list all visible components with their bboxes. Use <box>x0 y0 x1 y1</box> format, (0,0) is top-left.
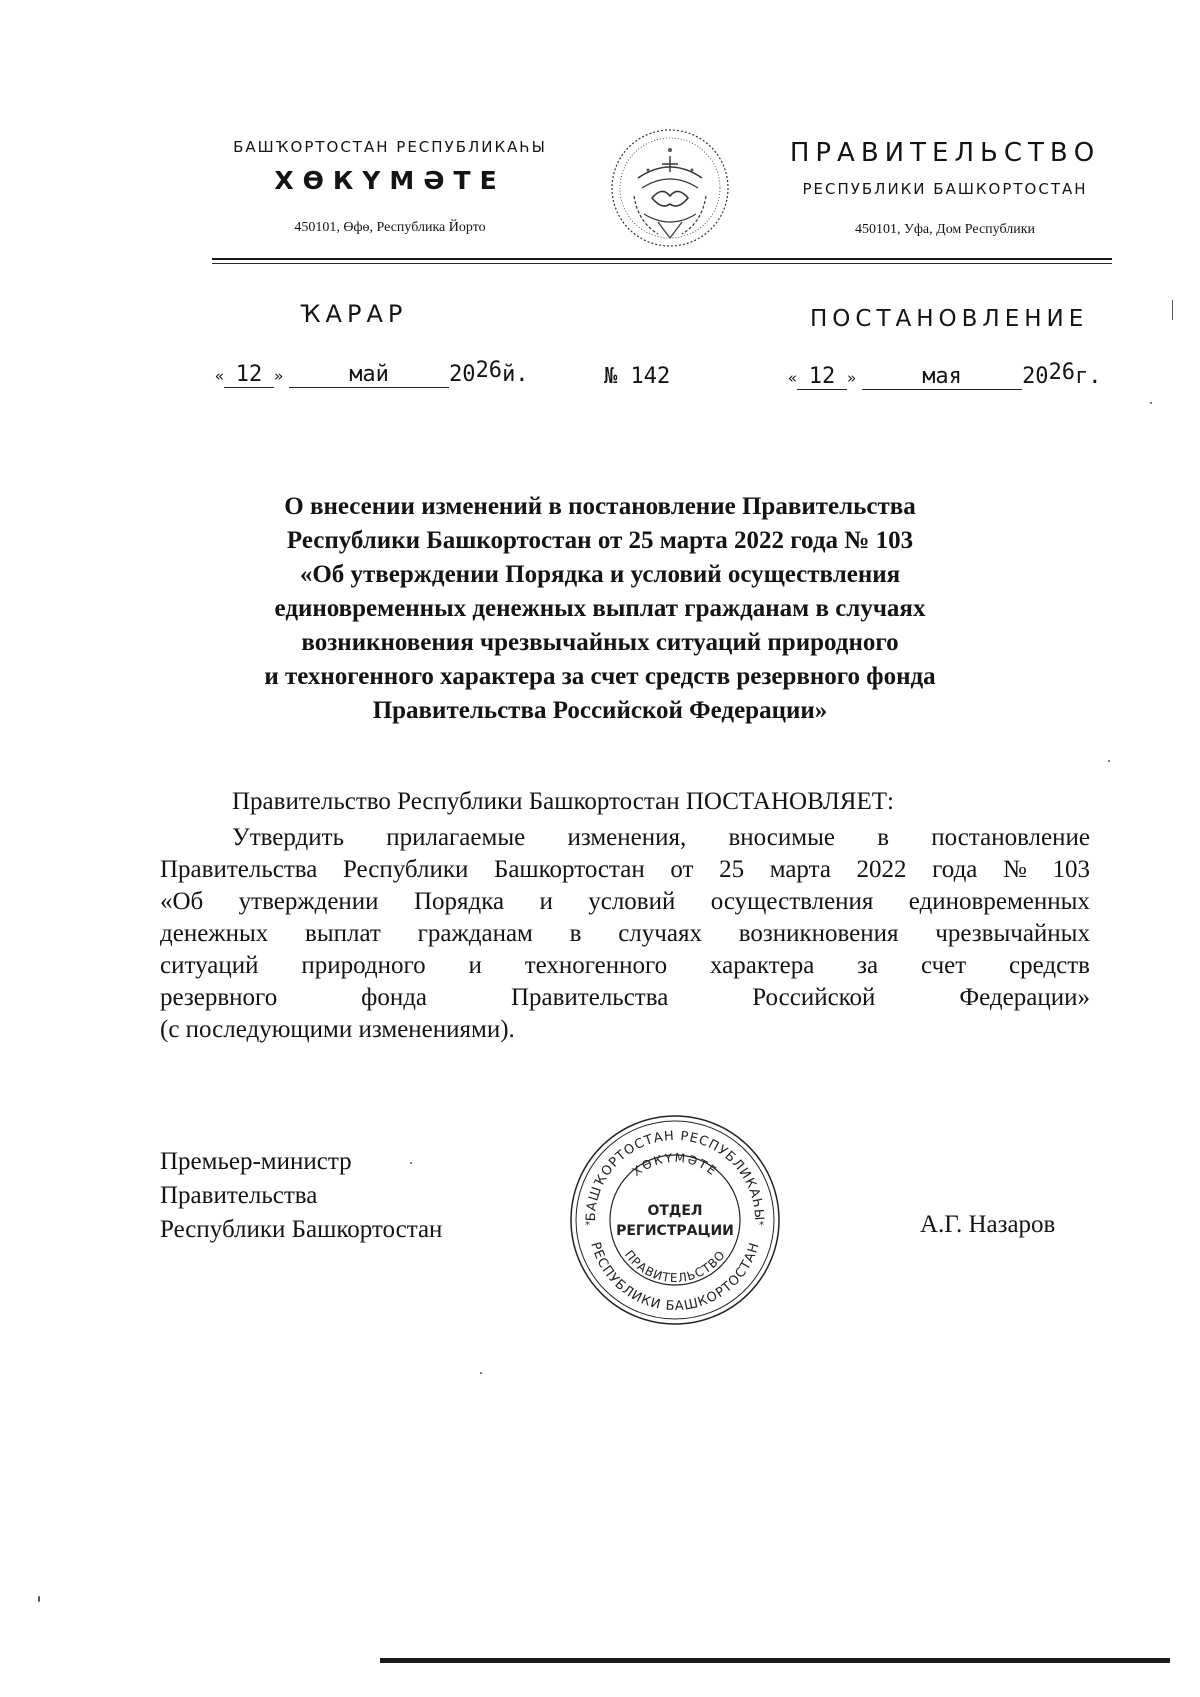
body-word: постановление <box>931 824 1090 851</box>
stamp-star-left: * <box>585 1220 590 1231</box>
body-word: и <box>539 888 553 915</box>
signatory-name: А.Г. Назаров <box>920 1211 1056 1238</box>
body-word: гражданам <box>417 920 533 947</box>
signatory-title-line: Республики Башкортостан <box>160 1216 443 1243</box>
body-line <box>160 982 1090 1014</box>
body-word: Республики <box>342 856 469 883</box>
scan-edge <box>1172 300 1173 320</box>
document-number: № 142 <box>604 364 671 389</box>
body-word: Утвердить <box>232 824 344 851</box>
date-left-day: 12 <box>224 362 274 388</box>
date-right-year-prefix: 20 <box>1022 364 1049 389</box>
body-word: выплат <box>305 920 381 947</box>
date-right-year-unit: г. <box>1075 364 1102 389</box>
body-word: возникновения <box>738 920 899 947</box>
body-word: осуществления <box>710 888 874 915</box>
body-line <box>160 822 1090 854</box>
body-word: «Об <box>160 888 204 915</box>
body-word: Башкортостан <box>493 856 645 883</box>
body-word: условий <box>588 888 676 915</box>
doc-type-karar: ҠАРАР <box>300 300 408 328</box>
body-word: прилагаемые <box>386 824 526 851</box>
header-left-republic: БАШҠОРТОСТАН РЕСПУБЛИКАҺЫ <box>233 138 547 156</box>
body-word: (с последующими изменениями). <box>160 1016 515 1043</box>
scan-speck <box>1150 402 1152 404</box>
quote-open: « <box>788 369 798 387</box>
title-line: «Об утверждении Порядка и условий осуществления <box>299 561 901 588</box>
header-left-address: 450101, Өфө, Республика Йорто <box>294 220 486 235</box>
body-line <box>160 950 1090 982</box>
header-left-government: ХӨКҮМӘТЕ <box>274 166 506 195</box>
body-word: ситуаций <box>160 952 259 979</box>
stamp-center-line2: РЕГИСТРАЦИИ <box>616 1223 734 1239</box>
body-word: 25 <box>719 856 745 883</box>
body-line <box>160 854 1090 886</box>
body-word: природного <box>301 952 426 979</box>
body-word: утверждении <box>238 888 379 915</box>
signatory-title-line: Премьер-министр <box>160 1148 352 1175</box>
body-word: техногенного <box>524 952 668 979</box>
header-right-republic: РЕСПУБЛИКИ БАШКОРТОСТАН <box>802 180 1088 198</box>
body-word: Правительства <box>160 856 318 883</box>
title-line: О внесении изменений в постановление Правительства <box>284 493 916 520</box>
body-word: и <box>468 952 482 979</box>
stamp-outer-top: БАШҠОРТОСТАН РЕСПУБЛИКАҺЫ <box>583 1128 767 1222</box>
scan-bottom-edge <box>380 1658 1170 1663</box>
date-left <box>215 358 529 388</box>
body-line <box>160 918 1090 950</box>
scan-speck <box>410 1162 412 1164</box>
quote-close: » <box>847 369 857 387</box>
body-word: в <box>569 920 582 947</box>
body-word: от <box>670 856 694 883</box>
body-word: денежных <box>160 920 269 947</box>
document-body <box>160 822 1090 1046</box>
registration-stamp <box>565 1110 785 1330</box>
scan-speck <box>38 1596 40 1602</box>
date-right <box>788 360 1102 390</box>
body-word: Российской <box>752 984 876 1011</box>
bashkortostan-coat-of-arms-icon <box>608 126 732 250</box>
body-word: счет <box>920 952 967 979</box>
date-right-year-suffix: 26 <box>1048 360 1076 385</box>
body-word: Порядка <box>413 888 505 915</box>
date-right-month: мая <box>862 364 1022 390</box>
header-right-government: ПРАВИТЕЛЬСТВО <box>789 138 1101 168</box>
resolves-clause: Правительство Республики Башкортостан ПОСТАНОВЛЯЕТ: <box>232 788 894 815</box>
date-left-month: май <box>289 362 449 388</box>
date-left-year-prefix: 20 <box>449 362 476 387</box>
body-word: случаях <box>618 920 702 947</box>
quote-open: « <box>215 367 225 385</box>
stamp-outer-bottom: РЕСПУБЛИКИ БАШКОРТОСТАН <box>587 1240 763 1315</box>
header-right-address: 450101, Уфа, Дом Республики <box>854 222 1036 237</box>
svg-text:ПРАВИТЕЛЬСТВО <box>622 1248 728 1285</box>
body-word: средств <box>1009 952 1090 979</box>
stamp-inner-top: ХӨКҮМӘТЕ <box>629 1150 721 1179</box>
body-word: Федерации» <box>959 984 1090 1011</box>
body-word: характера <box>710 952 815 979</box>
body-word: единовременных <box>908 888 1090 915</box>
scan-speck <box>480 1372 482 1374</box>
body-word: чрезвычайных <box>935 920 1090 947</box>
header-rule <box>212 258 1112 260</box>
body-word: за <box>857 952 879 979</box>
body-word: 2022 <box>856 856 907 883</box>
body-word: Правительства <box>510 984 669 1011</box>
quote-close: » <box>274 367 284 385</box>
scan-speck <box>1108 760 1110 762</box>
doc-type-postanovlenie: ПОСТАНОВЛЕНИЕ <box>810 306 1089 332</box>
document-title <box>150 490 1050 728</box>
title-line: возникновения чрезвычайных ситуаций природного <box>301 629 899 656</box>
stamp-inner-bottom: ПРАВИТЕЛЬСТВО <box>621 1247 729 1286</box>
body-word: № <box>1003 856 1027 883</box>
stamp-star-right: * <box>759 1220 764 1231</box>
body-line <box>160 1014 1090 1046</box>
body-word: марта <box>769 856 831 883</box>
date-left-year-unit: й. <box>502 362 529 387</box>
body-word: в <box>877 824 890 851</box>
title-line: и техногенного характера за счет средств резервного фонда <box>264 663 936 690</box>
body-word: года <box>932 856 978 883</box>
body-word: вносимые <box>728 824 835 851</box>
svg-text:ХӨКҮМӘТЕ <box>630 1151 721 1179</box>
body-word: 103 <box>1052 856 1090 883</box>
body-line <box>160 886 1090 918</box>
body-word: фонда <box>361 984 428 1011</box>
title-line: Правительства Российской Федерации» <box>372 697 828 724</box>
date-left-year-suffix: 26 <box>475 358 503 383</box>
title-line: единовременных денежных выплат гражданам в случаях <box>274 595 926 622</box>
signatory-title <box>160 1145 442 1247</box>
title-line: Республики Башкортостан от 25 марта 2022 года № 103 <box>286 527 914 554</box>
header-rule-thin <box>212 263 1112 264</box>
stamp-center-line1: ОТДЕЛ <box>647 1203 703 1219</box>
date-right-day: 12 <box>797 364 847 390</box>
signatory-title-line: Правительства <box>160 1182 318 1209</box>
body-word: резервного <box>160 984 278 1011</box>
body-word: изменения, <box>567 824 687 851</box>
